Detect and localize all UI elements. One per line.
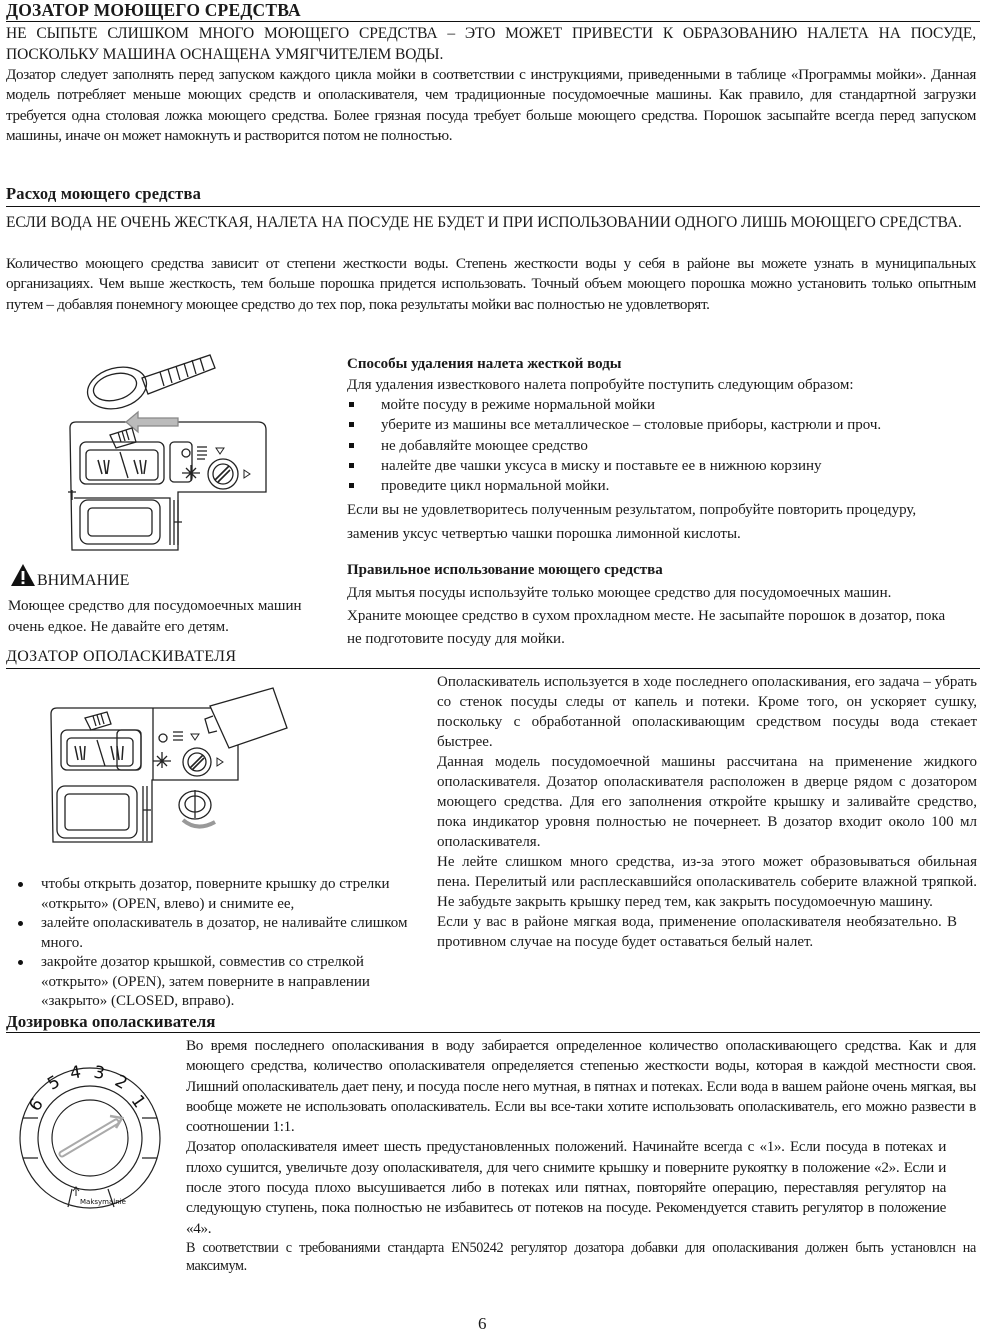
rinse-dispenser-text bbox=[437, 672, 977, 952]
caution-title: ВНИМАНИЕ bbox=[37, 572, 130, 589]
warning-triangle-icon bbox=[10, 563, 36, 587]
limescale-outro: Если вы не удовлетворитесь полученным результатом, попробуйте повторить процедуру, заменив уксус четвертью чашки порошка лимонной кислоты. bbox=[347, 502, 917, 542]
limescale-intro: Для удаления известкового налета попробуйте поступить следующим образом: bbox=[347, 377, 854, 393]
detergent-dispenser-illustration bbox=[60, 350, 280, 555]
list-item: налейте две чашки уксуса в миску и поставьте ее в нижнюю корзину bbox=[347, 456, 977, 476]
list-item: уберите из машины все металлическое – столовые приборы, кастрюли и проч. bbox=[347, 415, 977, 435]
consumption-warning: ЕСЛИ ВОДА НЕ ОЧЕНЬ ЖЕСТКАЯ, НАЛЕТА НА ПОСУДЕ НЕ БУДЕТ И ПРИ ИСПОЛЬЗОВАНИИ ОДНОГО ЛИШЬ МОЮЩЕГО СРЕДСТВА. bbox=[6, 214, 962, 231]
page-number: 6 bbox=[478, 1314, 487, 1333]
proper-use-body: Для мытья посуды используйте только моющее средство для посудомоечных машин. Храните моющее средство в сухом прохладном месте. Не засыпайте порошок в дозатор, пока не подготовите посуду для мойки. bbox=[347, 585, 946, 647]
rinse-paragraph: Если у вас в районе мягкая вода, применение ополаскивателя необязательно. В противном случае на посуде будет оставаться белый налет. bbox=[437, 914, 957, 950]
rinse-paragraph: Не лейте слишком много средства, из-за этого может образовываться обильная пена. Перелитый или расплескавшийся ополаскиватель соберите влажной тряпкой. Не забудьте закрыть крышку перед тем, как закрыть посудомоечную машину. bbox=[437, 854, 977, 910]
detergent-warning: НЕ СЫПЬТЕ СЛИШКОМ МНОГО МОЮЩЕГО СРЕДСТВА – ЭТО МОЖЕТ ПРИВЕСТИ К ОБРАЗОВАНИЮ НАЛЕТА НА ПОСУДЕ, ПОСКОЛЬКУ МАШИНА ОСНАЩЕНА УМЯГЧИТЕЛЕМ ВОДЫ. bbox=[6, 25, 976, 63]
list-item: проведите цикл нормальной мойки. bbox=[347, 476, 977, 496]
caution-text: Моющее средство для посудомоечных машин очень едкое. Не давайте его детям. bbox=[8, 598, 302, 635]
rinse-dispenser-illustration bbox=[45, 690, 305, 850]
section-title-rinse-dispenser: ДОЗАТОР ОПОЛАСКИВАТЕЛЯ bbox=[6, 648, 237, 665]
dosage-paragraph: В соответствии с требованиями стандарта EN50242 регулятор дозатора добавки для ополаскивания должен быть установлсн на максимум. bbox=[186, 1239, 976, 1274]
list-item: мойте посуду в режиме нормальной мойки bbox=[347, 395, 977, 415]
detergent-body: Дозатор следует заполнять перед запуском каждого цикла мойки в соответствии с инструкциями, приведенными в таблице «Программы мойки». Данная модель потребляет меньше моющих средств и ополаскивателя, чем традиционные посудомоечные машины. Как правило, для стандартной загрузки требуется одна столовая ложка моющего средства. Более грязная посуда требует больше моющего средства. Порошок засыпайте всегда перед запуском машины, иначе он может намокнуть и растворится потом не полностью. bbox=[6, 66, 976, 144]
dial-position-4: 4 bbox=[68, 1062, 83, 1084]
dial-position-5: 5 bbox=[44, 1071, 64, 1095]
dosage-paragraph: Дозатор ополаскивателя имеет шесть предустановленных положений. Начинайте всегда с «1». Если посуда в потеках и плохо сушится, увеличьте дозу ополаскивателя, для чего снимите крышку и поверните рукоятку в положение «2». Если и после этого посуда плохо высушивается либо в потеках или пятнах, повторяйте операцию, переставляя регулятор на следующую ступень, пока полностью не избавитесь от потеков на посуде. Рекомендуется ставить регулятор в положение «4». bbox=[186, 1138, 946, 1237]
divider bbox=[6, 206, 980, 207]
rinse-paragraph: Ополаскиватель используется в ходе последнего ополаскивания, его задача – убрать со стенок посуды следы от капель и потеки. Кроме того, он ускоряет сушку, поскольку с обработанной ополаскивающим средством посуды вода стекает быстрее. bbox=[437, 674, 977, 750]
dial-position-1: 1 bbox=[126, 1091, 150, 1112]
limescale-steps bbox=[347, 395, 977, 496]
proper-use-title: Правильное использование моющего средства bbox=[347, 562, 663, 578]
limescale-title: Способы удаления налета жесткой воды bbox=[347, 356, 622, 372]
rinse-dosage-dial bbox=[10, 1058, 170, 1218]
spoon-bowl bbox=[83, 361, 151, 415]
list-item: чтобы открыть дозатор, поверните крышку до стрелки «открыто» (OPEN, влево) и снимите ее, bbox=[8, 875, 408, 914]
divider bbox=[6, 1032, 980, 1033]
dial-max-label: Maksymalnie bbox=[80, 1198, 126, 1206]
divider bbox=[6, 668, 980, 669]
dosage-paragraph: Во время последнего ополаскивания в воду забирается определенное количество ополаскивающего средства. Как и для моющего средства, количество ополаскивателя определяется степенью жесткости воды, которая в каждой местности своя. Лишний ополаскиватель дает пену, и посуда после него мутная, в пятнах и потеках. Если вода в вашем районе очень мягкая, вы вообще можете не использовать ополаскиватель. Если вы все-таки хотите использовать ополаскиватель, его можно развести в соотношении 1:1. bbox=[186, 1037, 976, 1136]
dial-position-3: 3 bbox=[92, 1062, 107, 1085]
section-title-detergent-consumption: Расход моющего средства bbox=[6, 184, 202, 203]
dispenser-panel bbox=[70, 422, 266, 550]
rinse-steps bbox=[8, 875, 408, 1012]
list-item: залейте ополаскиватель в дозатор, не наливайте слишком много. bbox=[8, 914, 408, 953]
section-title-rinse-dosage: Дозировка ополаскивателя bbox=[6, 1012, 216, 1031]
divider bbox=[6, 21, 980, 22]
section-title-detergent-dispenser: ДОЗАТОР МОЮЩЕГО СРЕДСТВА bbox=[6, 0, 301, 20]
dial-position-2: 2 bbox=[111, 1071, 131, 1094]
rinse-paragraph: Данная модель посудомоечной машины рассчитана на применение жидкого ополаскивателя. Дозатор ополаскивателя расположен в дверце рядом с дозатором моющего средства. Для его заполнения откройте крышку и заливайте средство, пока индикатор уровня полностью не почернеет. В дозатор входит около 100 мл ополаскивателя. bbox=[437, 754, 977, 850]
dial-position-6: 6 bbox=[25, 1094, 48, 1116]
list-item: не добавляйте моющее средство bbox=[347, 436, 977, 456]
list-item: закройте дозатор крышкой, совместив со стрелкой «открыто» (OPEN), затем поверните в направлении «закрыто» (CLOSED, вправо). bbox=[8, 953, 408, 1012]
consumption-body: Количество моющего средства зависит от степени жесткости воды. Степень жесткости воды у себя в районе вы можете узнать в муниципальных организациях. Чем выше жесткость, тем больше порошка придется использовать. Точный объем моющего порошка можно установить только опытным путем – добавляя понемногу моющее средство до тех пор, пока результаты мойки вас полностью не удовлетворят. bbox=[6, 255, 976, 313]
rinse-dosage-text bbox=[186, 1036, 976, 1275]
